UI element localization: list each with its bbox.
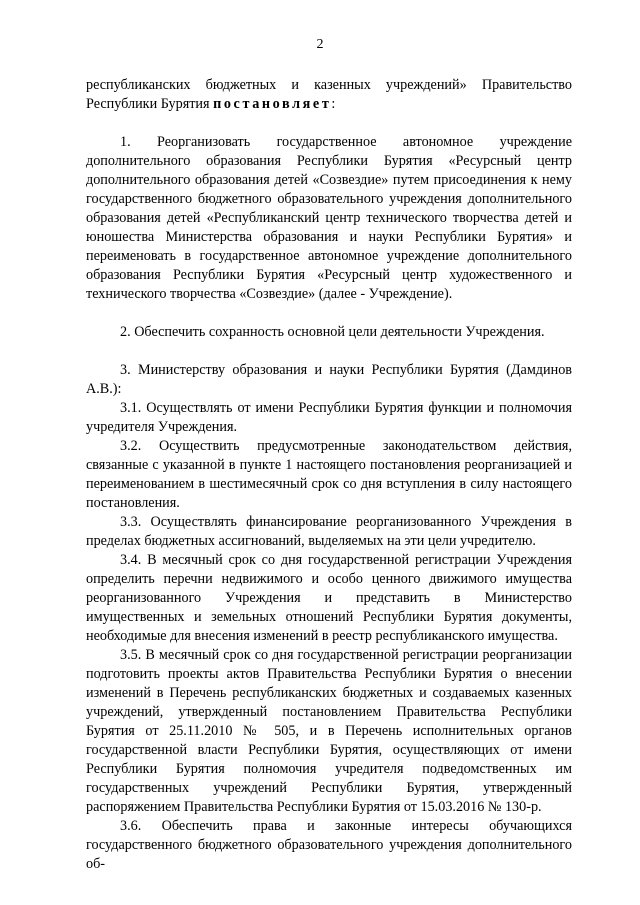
paragraph-1: 1. Реорганизовать государственное автономное учреждение дополнительного образования Республики Бурятия «Ресурсный центр дополнительного образования детей «Созвездие» путем присоединения к нему государственного бюджетного образовательного учреждения дополнительного образования детей «Республиканский центр технического творчества детей и юношества Министерства образования и науки Республики Бурятия» и переименовать в государственное автономное учреждение дополнительного образования Республики Бурятия «Ресурсный центр художественного и технического творчества «Созвездие» (далее - Учреждение). [86, 134, 572, 302]
paragraph-3: 3. Министерству образования и науки Республики Бурятия (Дамдинов А.В.): [86, 362, 572, 397]
paragraph-2: 2. Обеспечить сохранность основной цели деятельности Учреждения. [120, 324, 545, 340]
paragraph-3-3: 3.3. Осуществлять финансирование реорганизованного Учреждения в пределах бюджетных ассигнований, выделяемых на эти цели учредителю. [86, 514, 572, 549]
intro-text: республиканских бюджетных и казенных учреждений» Правительство Республики Бурятия [86, 77, 572, 112]
paragraph-3-2: 3.2. Осуществить предусмотренные законодательством действия, связанные с указанной в пункте 1 настоящего постановления реорганизацией и переименованием в шестимесячный срок со дня вступления в силу настоящего постановления. [86, 438, 572, 511]
paragraph-3-4: 3.4. В месячный срок со дня государственной регистрации Учреждения определить перечни недвижимого и особо ценного движимого имущества реорганизованного Учреждения и представить в Министерство имущественных и земельных отношений Республики Бурятия документы, необходимые для внесения изменений в реестр республиканского имущества. [86, 552, 572, 644]
intro-tail: : [331, 96, 336, 112]
intro-paragraph [86, 76, 572, 114]
paragraph-3-1: 3.1. Осуществлять от имени Республики Бурятия функции и полномочия учредителя Учреждения. [86, 400, 572, 435]
paragraph-3-6: 3.6. Обеспечить права и законные интересы обучающихся государственного бюджетного образовательного учреждения дополнительного об- [86, 818, 572, 872]
decree-word: постановляет [213, 96, 332, 112]
paragraph-3-5: 3.5. В месячный срок со дня государственной регистрации реорганизации подготовить проекты актов Правительства Республики Бурятия о внесении изменений в Перечень республиканских бюджетных и создаваемых казенных учреждений, утвержденный постановлением Правительства Республики Бурятия от 25.11.2010 № 505, и в Перечень исполнительных органов государственной власти Республики Бурятия, осуществляющих от имени Республики Бурятия полномочия учредителя подведомственных им государственных учреждений Республики Бурятия, утвержденный распоряжением Правительства Республики Бурятия от 15.03.2016 № 130-р. [86, 647, 572, 815]
page-number: 2 [316, 37, 324, 52]
document-body [86, 76, 572, 874]
